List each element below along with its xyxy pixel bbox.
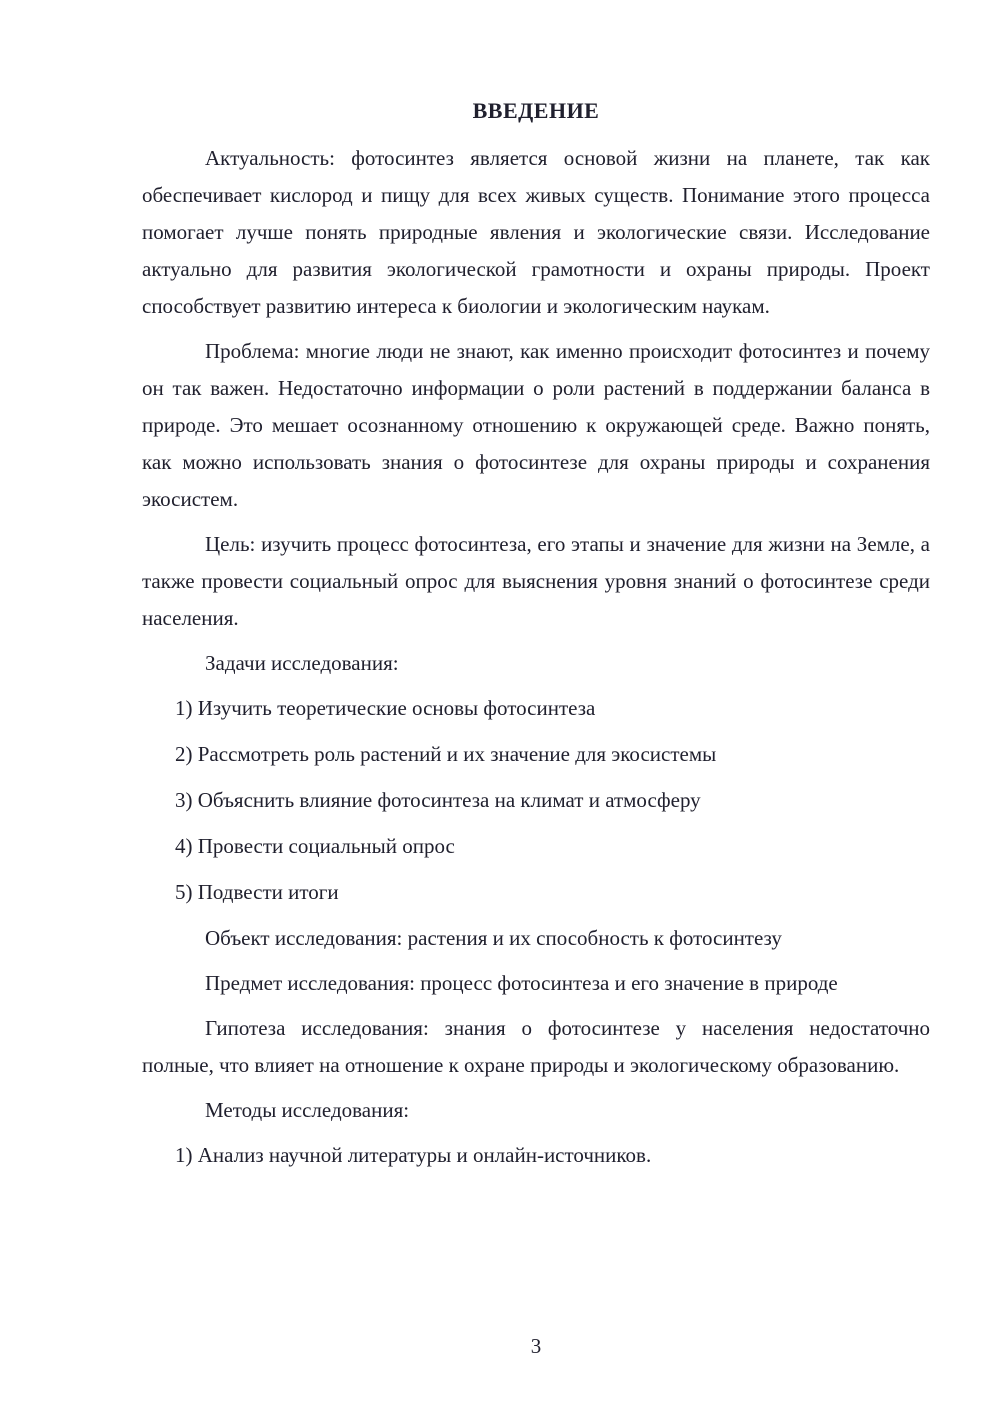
method-item-1: 1) Анализ научной литературы и онлайн-источников.	[175, 1143, 652, 1167]
task-item-3: 3) Объяснить влияние фотосинтеза на климат и атмосферу	[175, 788, 701, 812]
section-title: ВВЕДЕНИЕ	[472, 98, 600, 123]
task-item-4: 4) Провести социальный опрос	[175, 834, 455, 858]
paragraph-relevance: Актуальность: фотосинтез является основой жизни на планете, так как обеспечивает кислород и пищу для всех живых существ. Понимание этого процесса помогает лучше понять природные явления и экологические связи. Исследование актуально для развития экологической грамотности и охраны природы. Проект способствует развитию интереса к биологии и экологическим наукам.	[142, 146, 930, 318]
page-number: 3	[530, 1334, 542, 1358]
paragraph-object: Объект исследования: растения и их способность к фотосинтезу	[205, 926, 782, 950]
tasks-heading: Задачи исследования:	[205, 651, 399, 675]
paragraph-subject: Предмет исследования: процесс фотосинтеза и его значение в природе	[205, 971, 838, 995]
methods-heading: Методы исследования:	[205, 1098, 410, 1122]
task-item-5: 5) Подвести итоги	[175, 880, 339, 904]
paragraph-goal: Цель: изучить процесс фотосинтеза, его этапы и значение для жизни на Земле, а также провести социальный опрос для выяснения уровня знаний о фотосинтезе среди населения.	[142, 532, 930, 630]
paragraph-hypothesis: Гипотеза исследования: знания о фотосинтезе у населения недостаточно полные, что влияет на отношение к охране природы и экологическому образованию.	[142, 1016, 930, 1077]
task-item-2: 2) Рассмотреть роль растений и их значение для экосистемы	[175, 742, 717, 766]
task-item-1: 1) Изучить теоретические основы фотосинтеза	[175, 696, 596, 720]
paragraph-problem: Проблема: многие люди не знают, как именно происходит фотосинтез и почему он так важен. Недостаточно информации о роли растений в поддержании баланса в природе. Это мешает осознанному отношению к окружающей среде. Важно понять, как можно использовать знания о фотосинтезе для охраны природы и сохранения экосистем.	[142, 339, 930, 511]
